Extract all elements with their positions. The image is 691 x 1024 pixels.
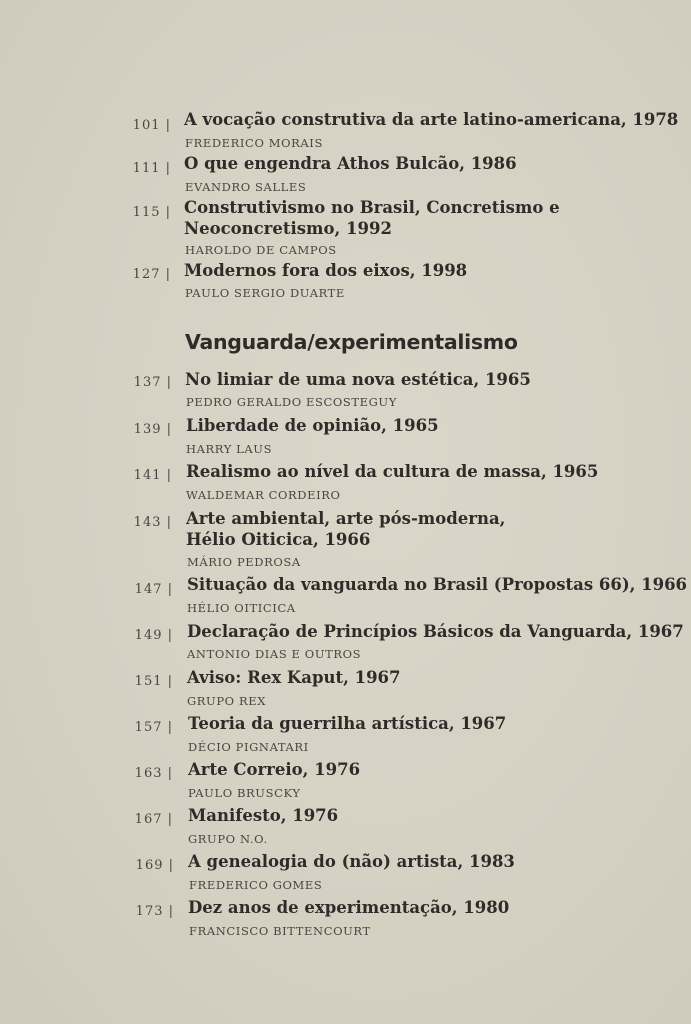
entry-title: Manifesto, 1976 [188, 806, 339, 825]
entry-title: Arte ambiental, arte pós-moderna, [186, 509, 506, 528]
entry-author: GRUPO N.O. [188, 832, 268, 846]
page-number: 167 | [134, 812, 173, 827]
entry-title: Modernos fora dos eixos, 1998 [184, 261, 468, 280]
entry-author: HÉLIO OITICICA [187, 601, 296, 615]
entry-title: Aviso: Rex Kaput, 1967 [187, 668, 401, 687]
entry-title: A genealogia do (não) artista, 1983 [188, 852, 515, 871]
page-number: 143 | [133, 515, 172, 530]
entry-author: GRUPO REX [187, 694, 266, 708]
entry-title: Realismo ao nível da cultura de massa, 1965 [186, 462, 599, 481]
entry-author: EVANDRO SALLES [185, 180, 307, 194]
entry-author: FREDERICO MORAIS [185, 136, 323, 150]
page-number: 169 | [135, 858, 174, 873]
entry-author: MÁRIO PEDROSA [187, 555, 301, 569]
page-number: 137 | [133, 375, 172, 390]
page-number: 127 | [132, 267, 171, 282]
page-number: 115 | [132, 205, 171, 220]
section-heading: Vanguarda/experimentalismo [185, 330, 518, 354]
page-number: 141 | [133, 468, 172, 483]
page-number: 111 | [132, 161, 171, 176]
entry-author: PAULO BRUSCKY [188, 786, 301, 800]
entry-title: A vocação construtiva da arte latino-americana, 1978 [184, 110, 679, 129]
entry-title: Situação da vanguarda no Brasil (Propostas 66), 1966 [187, 575, 688, 594]
page-number: 157 | [134, 720, 173, 735]
entry-title-continued: Hélio Oiticica, 1966 [186, 530, 371, 549]
page-number: 151 | [134, 674, 173, 689]
page-number: 149 | [134, 628, 173, 643]
entry-author: PAULO SERGIO DUARTE [185, 286, 345, 300]
entry-title: Arte Correio, 1976 [188, 760, 361, 779]
entry-author: HAROLDO DE CAMPOS [185, 243, 337, 257]
entry-title: Construtivismo no Brasil, Concretismo e [184, 198, 560, 217]
entry-author: FREDERICO GOMES [189, 878, 323, 892]
entry-author: DÉCIO PIGNATARI [188, 740, 309, 754]
entry-author: WALDEMAR CORDEIRO [186, 488, 341, 502]
entry-title: Declaração de Princípios Básicos da Vanguarda, 1967 [187, 622, 684, 641]
entry-author: HARRY LAUS [186, 442, 273, 456]
entry-title-continued: Neoconcretismo, 1992 [184, 219, 392, 238]
page-number: 163 | [134, 766, 173, 781]
entry-title: No limiar de uma nova estética, 1965 [185, 370, 531, 389]
entry-author: PEDRO GERALDO ESCOSTEGUY [186, 395, 397, 409]
entry-title: O que engendra Athos Bulcão, 1986 [184, 154, 517, 173]
entry-author: ANTONIO DIAS E OUTROS [187, 647, 362, 661]
page-number: 173 | [135, 904, 174, 919]
page-number: 147 | [134, 582, 173, 597]
entry-title: Teoria da guerrilha artística, 1967 [188, 714, 507, 733]
page-number: 101 | [132, 118, 171, 133]
entry-author: FRANCISCO BITTENCOURT [189, 924, 371, 938]
entry-title: Liberdade de opinião, 1965 [186, 416, 439, 435]
page-number: 139 | [133, 422, 172, 437]
entry-title: Dez anos de experimentação, 1980 [188, 898, 510, 917]
